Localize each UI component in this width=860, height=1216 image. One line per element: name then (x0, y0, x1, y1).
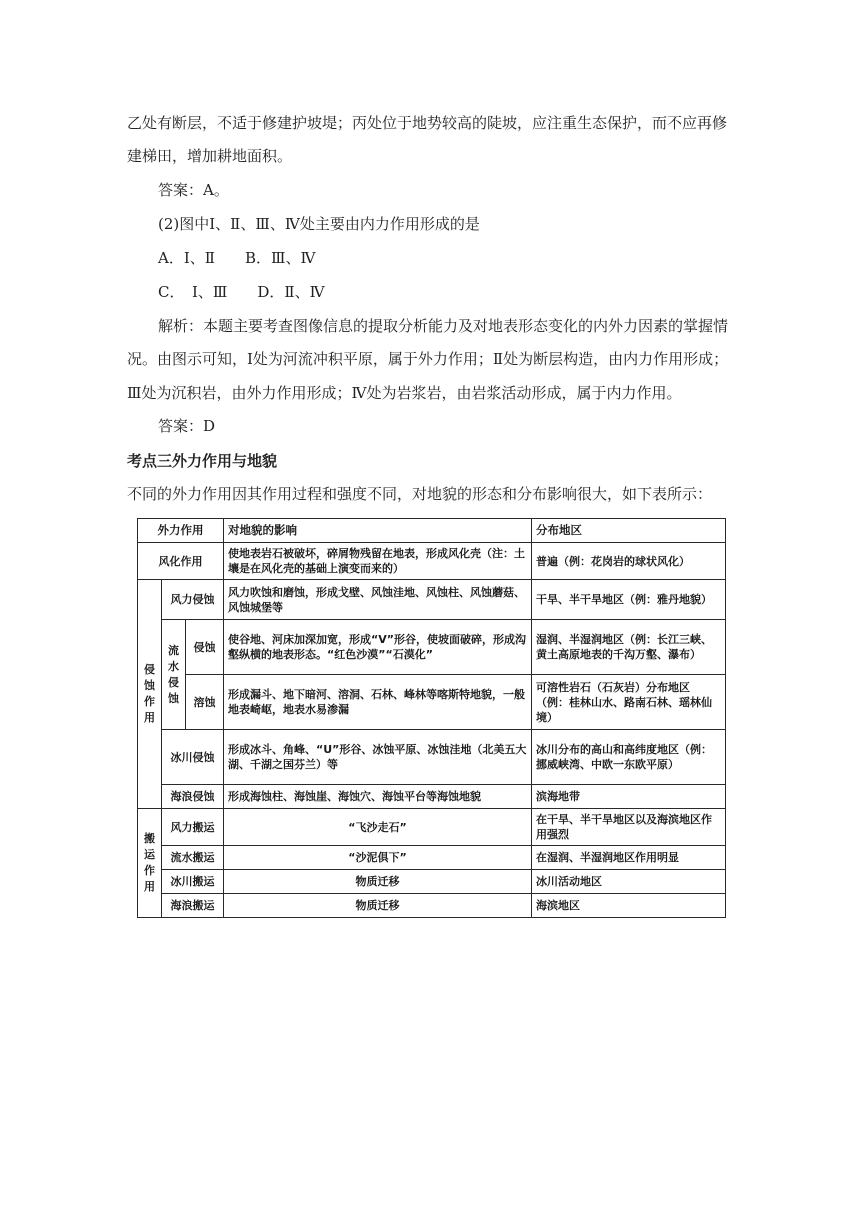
row-label: 流水搬运 (162, 846, 224, 870)
options-line: A．Ⅰ、Ⅱ B．Ⅲ、Ⅳ (158, 249, 316, 267)
row-label: 侵蚀 (186, 620, 224, 675)
row-effect: 形成冰斗、角峰、“U”形谷、冰蚀平原、冰蚀洼地（北美五大湖、千湖之国芬兰）等 (224, 730, 532, 785)
analysis-line: 解析：本题主要考查图像信息的提取分析能力及对地表形态变化的内外力因素的掌握情 (158, 317, 729, 335)
question-line: (2)图中Ⅰ、Ⅱ、Ⅲ、Ⅳ处主要由内力作用形成的是 (158, 215, 480, 233)
table-row (138, 894, 726, 918)
table-row (138, 809, 726, 846)
row-label: 海浪侵蚀 (162, 785, 224, 809)
row-region: 在干旱、半干旱地区以及海滨地区作用强烈 (532, 809, 726, 846)
row-effect: 物质迁移 (224, 870, 532, 894)
paragraph-line: 乙处有断层，不适于修建护坡堤；丙处位于地势较高的陡坡，应注重生态保护，而不应再修 (127, 114, 728, 132)
table-header-row (138, 519, 726, 543)
row-region: 在湿润、半湿润地区作用明显 (532, 846, 726, 870)
row-effect: 使谷地、河床加深加宽，形成“V”形谷，使坡面破碎，形成沟壑纵横的地表形态。“红色沙漠”“石漠化” (224, 620, 532, 675)
row-effect: 风力吹蚀和磨蚀，形成戈壁、风蚀洼地、风蚀柱、风蚀蘑菇、风蚀城堡等 (224, 580, 532, 620)
table-row (138, 580, 726, 620)
row-effect: 物质迁移 (224, 894, 532, 918)
row-effect: “飞沙走石” (224, 809, 532, 846)
table-row (138, 870, 726, 894)
options-line: C． Ⅰ、Ⅲ D．Ⅱ、Ⅳ (158, 283, 325, 301)
table-row (138, 846, 726, 870)
group-label-water-erosion: 流水侵蚀 (162, 620, 186, 730)
external-forces-table (137, 518, 726, 918)
row-label: 风化作用 (138, 543, 224, 580)
row-region: 冰川分布的高山和高纬度地区（例：挪威峡湾、中欧一东欧平原） (532, 730, 726, 785)
row-region: 可溶性岩石（石灰岩）分布地区（例：桂林山水、路南石林、瑶林仙境） (532, 675, 726, 730)
header-region: 分布地区 (532, 519, 726, 543)
row-label: 风力搬运 (162, 809, 224, 846)
analysis-line: 况。由图示可知，Ⅰ处为河流冲积平原，属于外力作用；Ⅱ处为断层构造，由内力作用形成； (127, 350, 729, 368)
table-row (138, 730, 726, 785)
answer-line: 答案：D (158, 417, 216, 435)
row-label: 冰川侵蚀 (162, 730, 224, 785)
table-row (138, 620, 726, 675)
header-effect: 对地貌的影响 (224, 519, 532, 543)
row-label: 风力侵蚀 (162, 580, 224, 620)
row-region: 湿润、半湿润地区（例：长江三峡、黄土高原地表的千沟万壑、瀑布） (532, 620, 726, 675)
row-effect: 使地表岩石被破坏，碎屑物残留在地表，形成风化壳（注：土壤是在风化壳的基础上演变而来的） (224, 543, 532, 580)
row-label: 溶蚀 (186, 675, 224, 730)
row-region: 冰川活动地区 (532, 870, 726, 894)
row-label: 海浪搬运 (162, 894, 224, 918)
intro-line: 不同的外力作用因其作用过程和强度不同，对地貌的形态和分布影响很大，如下表所示： (127, 485, 713, 503)
row-region: 干旱、半干旱地区（例：雅丹地貌） (532, 580, 726, 620)
row-effect: 形成海蚀柱、海蚀崖、海蚀穴、海蚀平台等海蚀地貌 (224, 785, 532, 809)
row-effect: 形成漏斗、地下暗河、溶洞、石林、峰林等喀斯特地貌，一般地表崎岖，地表水易渗漏 (224, 675, 532, 730)
analysis-line: Ⅲ处为沉积岩，由外力作用形成；Ⅳ处为岩浆岩，由岩浆活动形成，属于内力作用。 (127, 384, 682, 402)
row-label: 冰川搬运 (162, 870, 224, 894)
row-region: 普遍（例：花岗岩的球状风化） (532, 543, 726, 580)
section-heading: 考点三外力作用与地貌 (127, 452, 278, 470)
group-label-erosion: 侵蚀作用 (138, 580, 162, 809)
answer-line: 答案：A。 (158, 181, 229, 199)
row-effect: “沙泥俱下” (224, 846, 532, 870)
group-label-transport: 搬运作用 (138, 809, 162, 918)
table-row (138, 543, 726, 580)
table-row (138, 785, 726, 809)
row-region: 海滨地区 (532, 894, 726, 918)
row-region: 滨海地带 (532, 785, 726, 809)
paragraph-line: 建梯田，增加耕地面积。 (127, 147, 293, 165)
header-force: 外力作用 (138, 519, 224, 543)
table-row (138, 675, 726, 730)
